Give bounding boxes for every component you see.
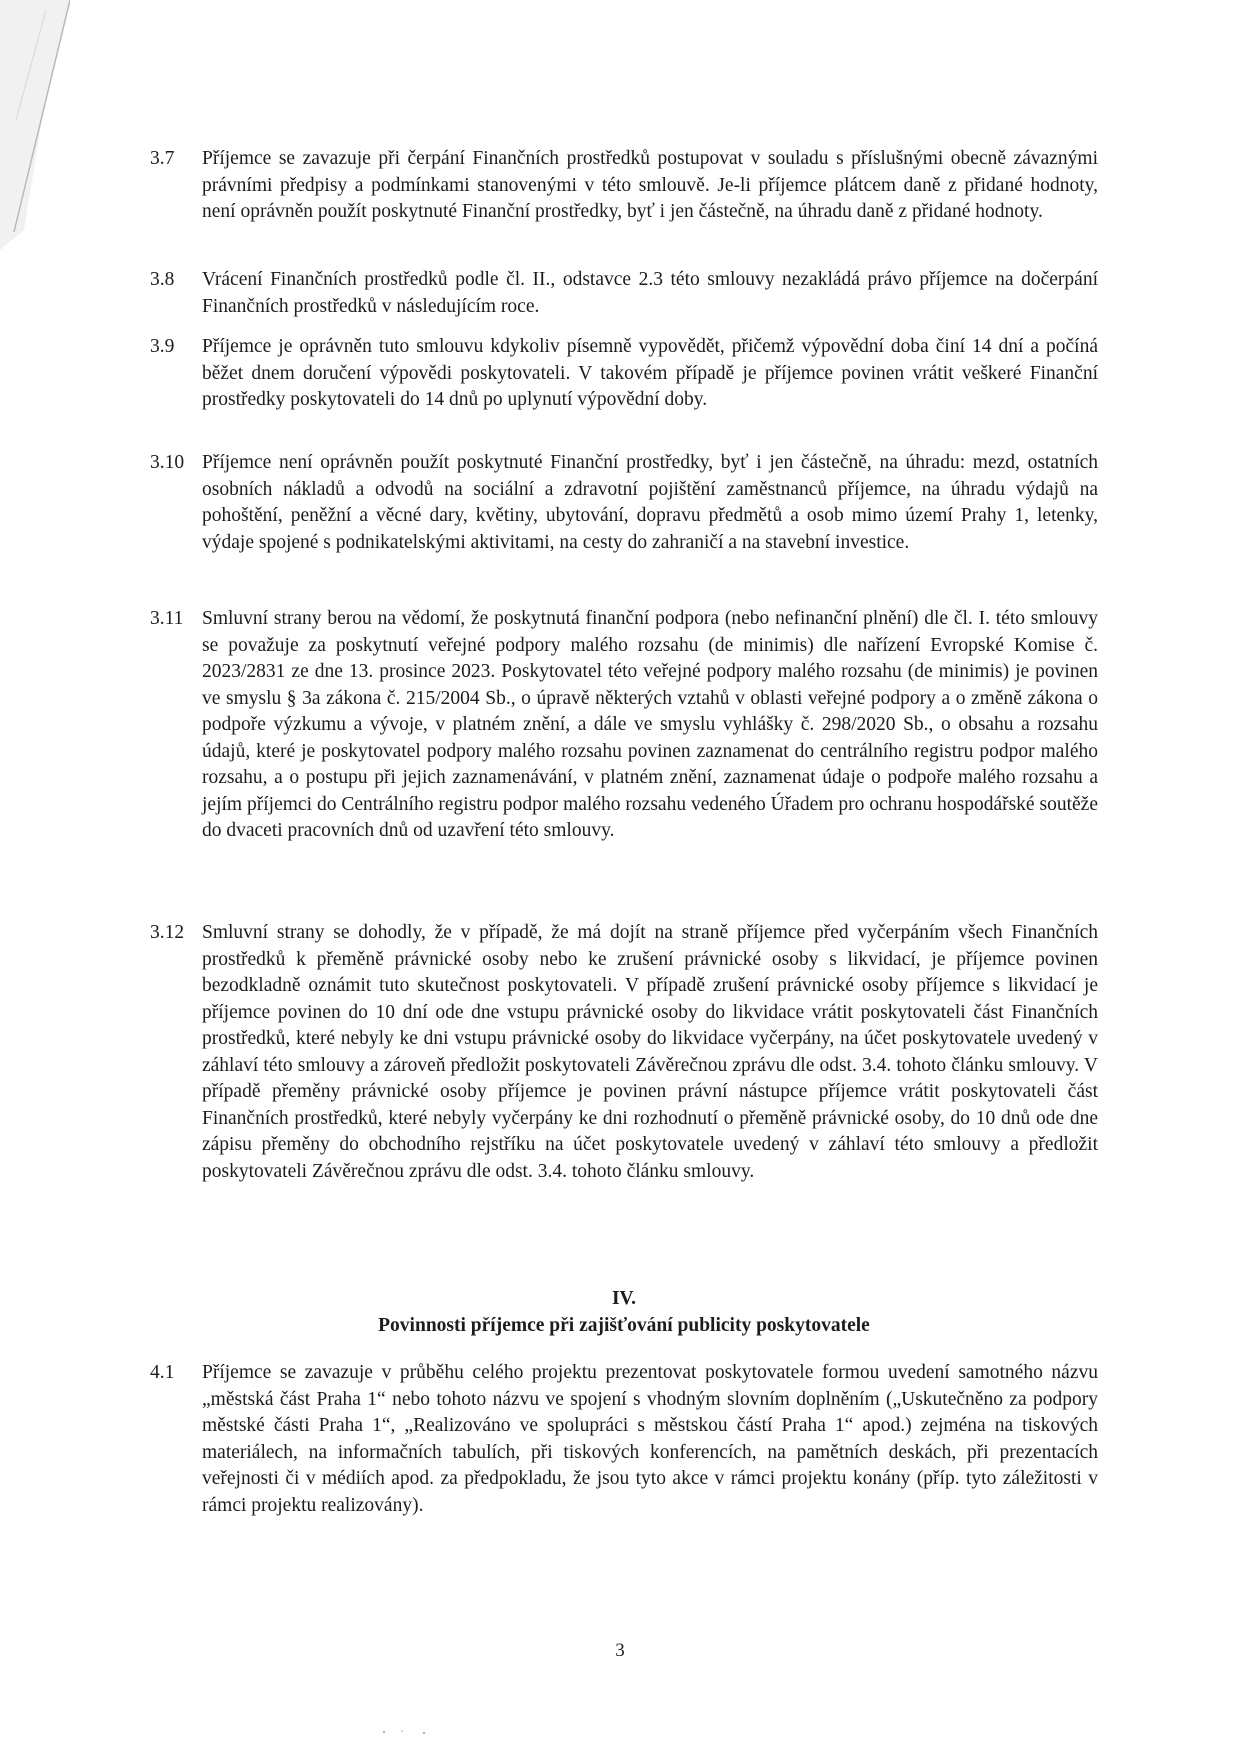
clause-number: 3.7: [150, 148, 175, 169]
clause-text: Příjemce je oprávněn tuto smlouvu kdykoliv písemně vypovědět, přičemž výpovědní doba činí 14 dní a počíná běžet dnem doručení výpovědi poskytovateli. V takovém případě je příjemce povinen vrátit veškeré Finanční prostředky poskytovateli do 14 dnů po uplynutí výpovědní doby.: [202, 336, 1098, 410]
clause-text: Příjemce se zavazuje v průběhu celého projektu prezentovat poskytovatele formou uvedení samotného názvu „městská část Praha 1“ nebo tohoto názvu ve spojení s vhodným slovním doplněním („Uskutečněno za podpory městské části Praha 1“, „Realizováno ve spolupráci s městskou částí Praha 1“ apod.) zejména na tiskových materiálech, na informačních tabulích, při tiskových konferencích, na pamětních deskách, při prezentacích veřejnosti či v médiích apod. za předpokladu, že jsou tyto akce v rámci projektu konány (příp. tyto záležitosti v rámci projektu realizovány).: [202, 1362, 1098, 1516]
page-number: 3: [615, 1640, 625, 1661]
clause-text: Smluvní strany berou na vědomí, že poskytnutá finanční podpora (nebo nefinanční plnění) dle čl. I. této smlouvy se považuje za poskytnutí veřejné podpory malého rozsahu (de minimis) dle nařízení Evropské Komise č. 2023/2831 ze dne 13. prosince 2023. Poskytovatel této veřejné podpory malého rozsahu (de minimis) je povinen ve smyslu § 3a zákona č. 215/2004 Sb., o úpravě některých vztahů v oblasti veřejné podpory a o změně zákona o podpoře výzkumu a vývoje, v platném znění, a dále ve smyslu vyhlášky č. 298/2020 Sb., o obsahu a rozsahu údajů, které je poskytovatel podpory malého rozsahu povinen zaznamenat do centrálního registru podpor malého rozsahu, a o postupu při jejich zaznamenávání, v platném znění, zaznamenat údaje o podpoře malého rozsahu a jejím příjemci do Centrálního registru podpor malého rozsahu vedeného Úřadem pro ochranu hospodářské soutěže do dvaceti pracovních dnů od uzavření této smlouvy.: [202, 608, 1098, 841]
clause-number: 3.10: [150, 452, 185, 473]
clause-text: Příjemce se zavazuje při čerpání Finančních prostředků postupovat v souladu s příslušnými obecně závaznými právními předpisy a podmínkami stanovenými v této smlouvě. Je-li příjemce plátcem daně z přidané hodnoty, není oprávněn použít poskytnuté Finanční prostředky, byť i jen částečně, na úhradu daně z přidané hodnoty.: [202, 148, 1098, 222]
clause-4-1: [150, 1360, 1098, 1519]
clause-3-11: [150, 606, 1098, 845]
clause-text: Vrácení Finančních prostředků podle čl. II., odstavce 2.3 této smlouvy nezakládá právo příjemce na dočerpání Finančních prostředků v následujícím roce.: [202, 269, 1098, 317]
clause-3-9: [150, 334, 1098, 414]
clause-number: 3.9: [150, 336, 175, 357]
clause-3-8: [150, 267, 1098, 320]
section-title: Povinnosti příjemce při zajišťování publicity poskytovatele: [378, 1315, 870, 1336]
clause-text: Smluvní strany se dohodly, že v případě, že má dojít na straně příjemce před vyčerpáním všech Finančních prostředků k přeměně právnické osoby nebo ke zrušení právnické osoby s likvidací, je příjemce povinen bezodkladně oznámit tuto skutečnost poskytovateli. V případě zrušení právnické osoby příjemce s likvidací je příjemce povinen do 10 dní ode dne vstupu právnické osoby do likvidace vrátit poskytovateli část Finančních prostředků, které nebyly ke dni vstupu právnické osoby do likvidace vyčerpány, na účet poskytovatele uvedený v záhlaví této smlouvy a zároveň předložit poskytovateli Závěrečnou zprávu dle odst. 3.4. tohoto článku smlouvy. V případě přeměny právnické osoby příjemce je povinen právní nástupce příjemce vrátit poskytovateli část Finančních prostředků, které nebyly vyčerpány ke dni rozhodnutí o přeměně právnické osoby, do 10 dnů ode dne zápisu přeměny do obchodního rejstříku na účet poskytovatele uvedený v záhlaví této smlouvy a předložit poskytovateli Závěrečnou zprávu dle odst. 3.4. tohoto článku smlouvy.: [202, 922, 1098, 1182]
clause-3-12: [150, 920, 1098, 1185]
scan-specks: [380, 1728, 440, 1736]
clause-number: 3.8: [150, 269, 175, 290]
clause-number: 4.1: [150, 1362, 175, 1383]
clause-text: Příjemce není oprávněn použít poskytnuté Finanční prostředky, byť i jen částečně, na úhradu: mezd, ostatních osobních nákladů a odvodů na sociální a zdravotní pojištění zaměstnanců příjemce, na úhradu výdajů na pohoštění, peněžní a věcné dary, květiny, ubytování, dopravu předmětů a osob mimo území Prahy 1, letenky, výdaje spojené s podnikatelskými aktivitami, na cesty do zahraničí a na stavební investice.: [202, 452, 1098, 553]
clause-number: 3.11: [150, 608, 184, 629]
clause-3-7: [150, 146, 1098, 226]
clause-3-10: [150, 450, 1098, 556]
clause-number: 3.12: [150, 922, 185, 943]
section-numeral: IV.: [611, 1288, 637, 1309]
